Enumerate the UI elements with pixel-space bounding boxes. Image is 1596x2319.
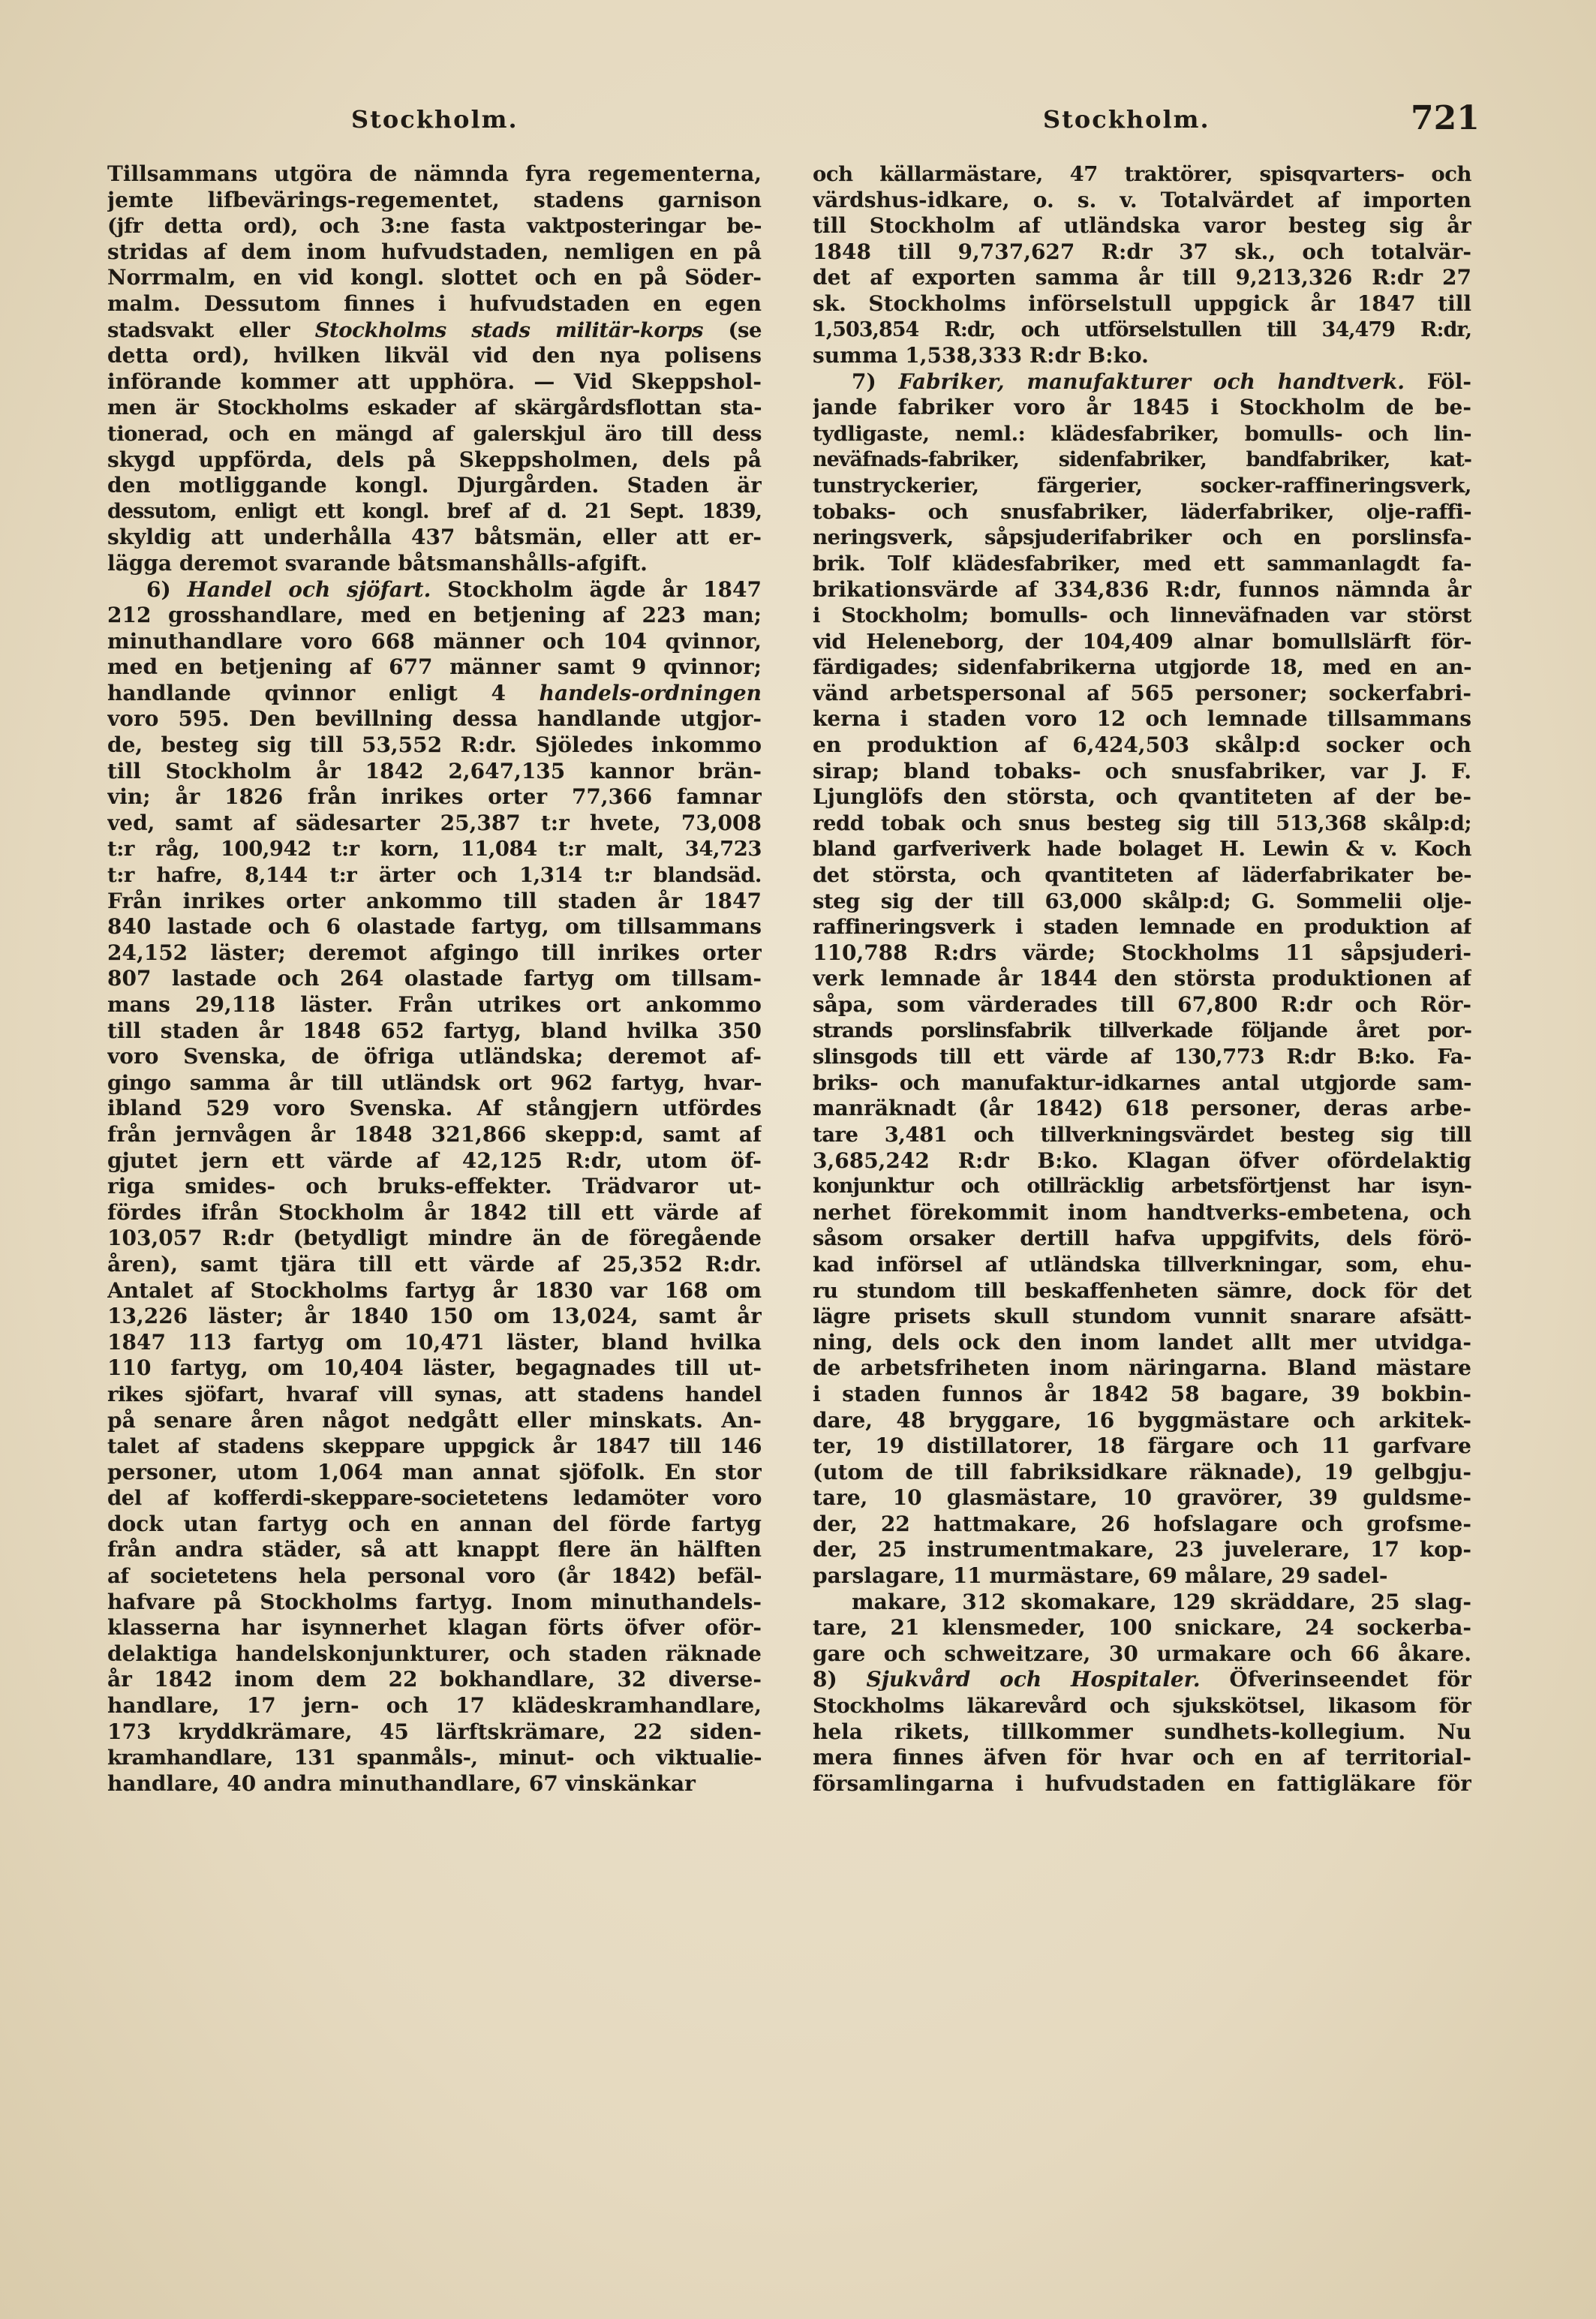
text-line: dock utan fartyg och en annan del förde fartyg	[107, 1511, 762, 1536]
text-line: handlare, 17 jern- och 17 klädeskramhandlare,	[107, 1693, 762, 1719]
text-line: der, 25 instrumentmakare, 23 juvelerare, 17 kop-	[813, 1537, 1471, 1563]
text-line: t:r råg, 100,942 t:r korn, 11,084 t:r malt, 34,723	[107, 837, 762, 862]
text-line: manräknadt (år 1842) 618 personer, deras arbe-	[813, 1096, 1471, 1121]
text-line: hafvare på Stockholms fartyg. Inom minuthandels-	[107, 1589, 762, 1614]
text-line: från andra städer, så att knappt flere än hälften	[107, 1537, 762, 1563]
text-line: Stockholms läkarevård och sjukskötsel, likasom för	[813, 1694, 1471, 1719]
text-line: vin; år 1826 från inrikes orter 77,366 famnar	[107, 784, 762, 810]
text-line: en produktion af 6,424,503 skålp:d socker och	[813, 732, 1471, 758]
text-line: klasserna har isynnerhet klagan förts öfver oför-	[107, 1615, 762, 1641]
text-line: det största, och qvantiteten af läderfabrikater be-	[813, 863, 1471, 888]
text-line: riga smides- och bruks-effekter. Trädvaror ut-	[107, 1174, 762, 1199]
text-line: jande fabriker voro år 1845 i Stockholm de be-	[813, 395, 1471, 420]
running-head-right: Stockholm.	[1043, 105, 1210, 134]
text-line: vid Heleneborg, der 104,409 alnar bomullslärft för-	[813, 629, 1471, 654]
text-line: och källarmästare, 47 traktörer, spisqvarters- och	[813, 162, 1471, 186]
text-line: till staden år 1848 652 fartyg, bland hvilka 350	[107, 1018, 762, 1043]
text-line: 840 lastade och 6 olastade fartyg, om tillsammans	[107, 914, 762, 940]
text-line: vänd arbetspersonal af 565 personer; sockerfabri-	[813, 680, 1471, 705]
text-line: voro 595. Den bevillning dessa handlande utgjor-	[107, 706, 762, 732]
text-line: kad införsel af utländska tillverkningar, som, ehu-	[813, 1252, 1471, 1277]
text-line: kramhandlare, 131 spanmåls-, minut- och viktualie-	[107, 1746, 762, 1770]
text-line: skyldig att underhålla 437 båtsmän, eller att er-	[107, 525, 762, 550]
text-line: nerhet förekommit inom handtverks-embetena, och	[813, 1199, 1471, 1225]
text-line: skygd uppförda, dels på Skeppsholmen, dels på	[107, 447, 762, 472]
text-line: mera finnes äfven för hvar och en af territorial-	[813, 1745, 1471, 1770]
text-line: dare, 48 bryggare, 16 byggmästare och arkitek-	[813, 1407, 1471, 1433]
text-line: personer, utom 1,064 man annat sjöfolk. En stor	[107, 1459, 762, 1484]
text-line: 8) Sjukvård och Hospitaler. Öfverinseendet för	[813, 1667, 1471, 1692]
text-line: dessutom, enligt ett kongl. bref af d. 21 Sept. 1839,	[107, 499, 762, 523]
text-line: på senare åren något nedgått eller minskats. An-	[107, 1407, 762, 1433]
text-line: färdigades; sidenfabrikerna utgjorde 18, med en an-	[813, 655, 1471, 680]
text-line: 173 kryddkrämare, 45 lärftskrämare, 22 siden-	[107, 1719, 762, 1744]
text-line: verk lemnade år 1844 den största produktionen af	[813, 966, 1471, 991]
text-line: införande kommer att upphöra. — Vid Skeppshol-	[107, 368, 762, 394]
text-line: steg sig der till 63,000 skålp:d; G. Sommelii olje-	[813, 889, 1471, 913]
text-line: sk. Stockholms införselstull uppgick år 1847 till	[813, 290, 1471, 316]
text-line: till Stockholm år 1842 2,647,135 kannor brän-	[107, 758, 762, 784]
text-line: stridas af dem inom hufvudstaden, nemligen en på	[107, 239, 762, 264]
text-line: med en betjening af 677 männer samt 9 qvinnor;	[107, 654, 762, 680]
text-line: 807 lastade och 264 olastade fartyg om tillsam-	[107, 966, 762, 991]
text-line: slinsgods till ett värde af 130,773 R:dr B:ko. Fa-	[813, 1045, 1471, 1069]
text-line: 7) Fabriker, manufakturer och handtverk. Föl-	[852, 368, 1471, 394]
text-line: Ljunglöfs den största, och qvantiteten af der be-	[813, 784, 1471, 810]
text-line: tobaks- och snusfabriker, läderfabriker, olje-raffi-	[813, 499, 1471, 524]
text-line: summa 1,538,333 R:dr B:ko.	[813, 343, 1149, 368]
text-line: fördes ifrån Stockholm år 1842 till ett värde af	[107, 1199, 762, 1225]
page-number: 721	[1411, 99, 1480, 137]
text-line: ru stundom till beskaffenheten sämre, dock för det	[813, 1278, 1471, 1303]
text-line: såpa, som värderades till 67,800 R:dr och Rör-	[813, 992, 1471, 1017]
running-head-left: Stockholm.	[351, 105, 518, 134]
text-line: strands porslinsfabrik tillverkade följande året por-	[813, 1018, 1471, 1042]
text-line: det af exporten samma år till 9,213,326 R:dr 27	[813, 265, 1471, 290]
text-line: 110,788 R:drs värde; Stockholms 11 såpsjuderi-	[813, 940, 1471, 965]
text-line: tionerad, och en mängd af galerskjul äro till dess	[107, 421, 762, 446]
text-line: tunstryckerier, färgerier, socker-raffineringsverk,	[813, 474, 1471, 498]
text-line: åren), samt tjära till ett värde af 25,352 R:dr.	[107, 1251, 762, 1277]
text-line: 1,503,854 R:dr, och utförselstullen till 34,479 R:dr,	[813, 317, 1471, 341]
text-line: parslagare, 11 murmästare, 69 målare, 29 sadel-	[813, 1563, 1388, 1589]
text-line: ibland 529 voro Svenska. Af stångjern utfördes	[107, 1096, 762, 1121]
text-line: kerna i staden voro 12 och lemnade tillsammans	[813, 706, 1471, 732]
text-line: (jfr detta ord), och 3:ne fasta vaktposteringar be-	[107, 214, 762, 239]
text-line: raffineringsverk i staden lemnade en produktion af	[813, 915, 1471, 940]
text-line: men är Stockholms eskader af skärgårdsflottan sta-	[107, 396, 762, 420]
text-line: jemte lifbevärings-regementet, stadens garnison	[107, 187, 762, 212]
text-line: de arbetsfriheten inom näringarna. Bland mästare	[813, 1355, 1471, 1381]
text-line: de, besteg sig till 53,552 R:dr. Sjöledes inkommo	[107, 732, 762, 758]
text-line: mans 29,118 läster. Från utrikes ort ankommo	[107, 992, 762, 1017]
text-line: redd tobak och snus besteg sig till 513,368 skålp:d;	[813, 811, 1471, 835]
text-line: af societetens hela personal voro (år 1842) befäl-	[107, 1564, 762, 1589]
text-line: 24,152 läster; deremot afgingo till inrikes orter	[107, 940, 762, 965]
text-line: Från inrikes orter ankommo till staden år 1847	[107, 888, 762, 913]
text-line: konjunktur och otillräcklig arbetsförtjenst har isyn-	[813, 1175, 1471, 1199]
text-line: neväfnads-fabriker, sidenfabriker, bandfabriker, kat-	[813, 447, 1471, 471]
text-line: neringsverk, såpsjuderifabriker och en porslinsfa-	[813, 525, 1471, 550]
text-line: stadsvakt eller Stockholms stads militär-korps (se	[107, 317, 762, 342]
text-line: lägre prisets skull stundom vunnit snarare afsätt-	[813, 1304, 1471, 1329]
text-line: ning, dels ock den inom landet allt mer utvidga-	[813, 1329, 1471, 1355]
text-line: lägga deremot svarande båtsmanshålls-afgift.	[107, 550, 648, 576]
text-line: år 1842 inom dem 22 bokhandlare, 32 diverse-	[107, 1667, 762, 1692]
text-line: makare, 312 skomakare, 129 skräddare, 25 slag-	[852, 1589, 1471, 1614]
text-line: såsom orsaker dertill hafva uppgifvits, dels förö-	[813, 1226, 1471, 1251]
text-line: till Stockholm af utländska varor besteg sig år	[813, 213, 1471, 239]
text-line: ved, samt af sädesarter 25,387 t:r hvete, 73,008	[107, 810, 762, 835]
text-line: 1848 till 9,737,627 R:dr 37 sk., och totalvär-	[813, 239, 1471, 264]
text-line: (utom de till fabriksidkare räknade), 19 gelbgju-	[813, 1459, 1471, 1484]
text-line: rikes sjöfart, hvaraf vill synas, att stadens handel	[107, 1382, 762, 1406]
text-line: församlingarna i hufvudstaden en fattigläkare för	[813, 1770, 1471, 1796]
text-line: Norrmalm, en vid kongl. slottet och en på Söder-	[107, 265, 762, 290]
text-line: värdshus-idkare, o. s. v. Totalvärdet af importen	[813, 187, 1471, 212]
right-text-column	[813, 161, 1471, 2263]
text-line: 103,057 R:dr (betydligt mindre än de föregående	[107, 1226, 762, 1251]
text-line: tare 3,481 och tillverkningsvärdet besteg sig till	[813, 1122, 1471, 1147]
text-line: detta ord), hvilken likväl vid den nya polisens	[107, 343, 762, 368]
text-line: voro Svenska, de öfriga utländska; deremot af-	[107, 1044, 762, 1069]
text-line: i staden funnos år 1842 58 bagare, 39 bokbin-	[813, 1381, 1471, 1406]
text-line: gjutet jern ett värde af 42,125 R:dr, utom öf-	[107, 1147, 762, 1173]
text-line: gare och schweitzare, 30 urmakare och 66 åkare.	[813, 1641, 1471, 1666]
text-line: den motliggande kongl. Djurgården. Staden är	[107, 473, 762, 498]
text-line: briks- och manufaktur-idkarnes antal utgjorde sam-	[813, 1070, 1471, 1095]
text-line: handlande qvinnor enligt 4 handels-ordningen	[107, 680, 762, 705]
text-line: handlare, 40 andra minuthandlare, 67 vinskänkar	[107, 1770, 696, 1796]
text-line: 110 fartyg, om 10,404 läster, begagnades till ut-	[107, 1355, 762, 1381]
text-line: brik. Tolf klädesfabriker, med ett sammanlagdt fa-	[813, 551, 1471, 576]
text-line: minuthandlare voro 668 männer och 104 qvinnor,	[107, 628, 762, 654]
page-header	[0, 99, 1596, 150]
text-line: i Stockholm; bomulls- och linneväfnaden var störst	[813, 603, 1471, 628]
text-line: brikationsvärde af 334,836 R:dr, funnos nämnda år	[813, 576, 1471, 602]
text-line: 13,226 läster; år 1840 150 om 13,024, samt år	[107, 1304, 762, 1329]
text-line: gingo samma år till utländsk ort 962 fartyg, hvar-	[107, 1070, 762, 1095]
text-line: tare, 21 klensmeder, 100 snickare, 24 sockerba-	[813, 1615, 1471, 1641]
text-line: 212 grosshandlare, med en betjening af 223 man;	[107, 603, 762, 628]
text-line: der, 22 hattmakare, 26 hofslagare och grofsme-	[813, 1511, 1471, 1536]
text-line: delaktiga handelskonjunkturer, och staden räknade	[107, 1641, 762, 1666]
text-line: 3,685,242 R:dr B:ko. Klagan öfver ofördelaktig	[813, 1147, 1471, 1173]
text-line: bland garfveriverk hade bolaget H. Lewin & v. Koch	[813, 837, 1471, 862]
text-line: del af kofferdi-skeppare-societetens ledamöter voro	[107, 1486, 762, 1511]
text-line: Antalet af Stockholms fartyg år 1830 var 168 om	[107, 1277, 762, 1303]
text-line: t:r hafre, 8,144 t:r ärter och 1,314 t:r blandsäd.	[107, 863, 762, 888]
text-line: tydligaste, neml.: klädesfabriker, bomulls- och lin-	[813, 421, 1471, 446]
text-line: 6) Handel och sjöfart. Stockholm ägde år 1847	[146, 576, 762, 602]
text-line: malm. Dessutom finnes i hufvudstaden en egen	[107, 290, 762, 316]
text-line: talet af stadens skeppare uppgick år 1847 till 146	[107, 1434, 762, 1459]
text-line: tare, 10 glasmästare, 10 gravörer, 39 guldsme-	[813, 1485, 1471, 1511]
text-line: 1847 113 fartyg om 10,471 läster, bland hvilka	[107, 1329, 762, 1355]
text-line: ter, 19 distillatorer, 18 färgare och 11 garfvare	[813, 1433, 1471, 1459]
text-line: sirap; bland tobaks- och snusfabriker, var J. F.	[813, 758, 1471, 784]
left-text-column	[107, 161, 762, 2263]
text-line: Tillsammans utgöra de nämnda fyra regementerna,	[107, 161, 762, 186]
text-line: hela rikets, tillkommer sundhets-kollegium. Nu	[813, 1719, 1471, 1744]
text-line: från jernvågen år 1848 321,866 skepp:d, samt af	[107, 1121, 762, 1147]
